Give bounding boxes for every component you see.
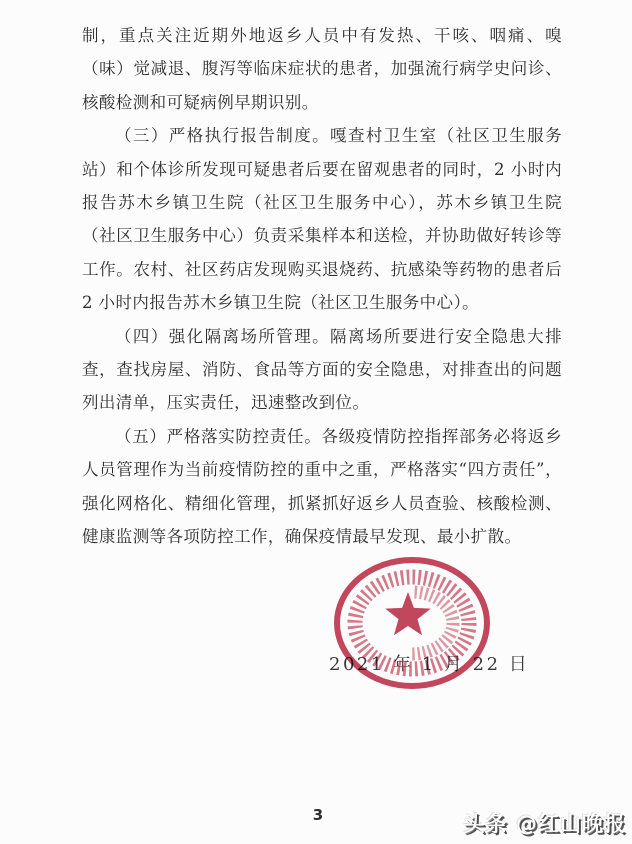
body-paragraph: 制，重点关注近期外地返乡人员中有发热、干咳、咽痛、嗅（味）觉减退、腹泻等临床症状的患者，加强流行病学史问诊、核酸检测和可疑病例早期识别。 [82,26,562,112]
body-paragraph: （五）严格落实防控责任。各级疫情防控指挥部务必将返乡人员管理作为当前疫情防控的重中之重，严格落实“四方责任”，强化网格化、精细化管理，抓紧抓好返乡人员查验、核酸检测、健康监测等各项防控工作，确保疫情最早发现、最小扩散。 [82,426,562,547]
body-paragraph: （三）严格执行报告制度。嘎查村卫生室（社区卫生服务站）和个体诊所发现可疑患者后要在留观患者的同时，2 小时内报告苏木乡镇卫生院（社区卫生服务中心），苏木乡镇卫生院（社区卫生服务中心）负责采集样本和送检，并协助做好转诊等工作。农村、社区药店发现购买退烧药、抗感染等药物的患者后 2 小时内报告苏木乡镇卫生院（社区卫生服务中心）。 [82,126,562,313]
watermark-toutiao: 头条 @红山晚报 [463,812,626,836]
date-line: 2021 年 1 月 22 日 [329,654,530,675]
page-number: 3 [312,806,324,824]
document-body [82,19,562,554]
body-paragraph: （四）强化隔离场所管理。隔离场所要进行安全隐患大排查，查找房屋、消防、食品等方面的安全隐患，对排查出的问题列出清单，压实责任，迅速整改到位。 [82,326,562,413]
official-seal [330,553,494,694]
star-icon [385,592,431,635]
